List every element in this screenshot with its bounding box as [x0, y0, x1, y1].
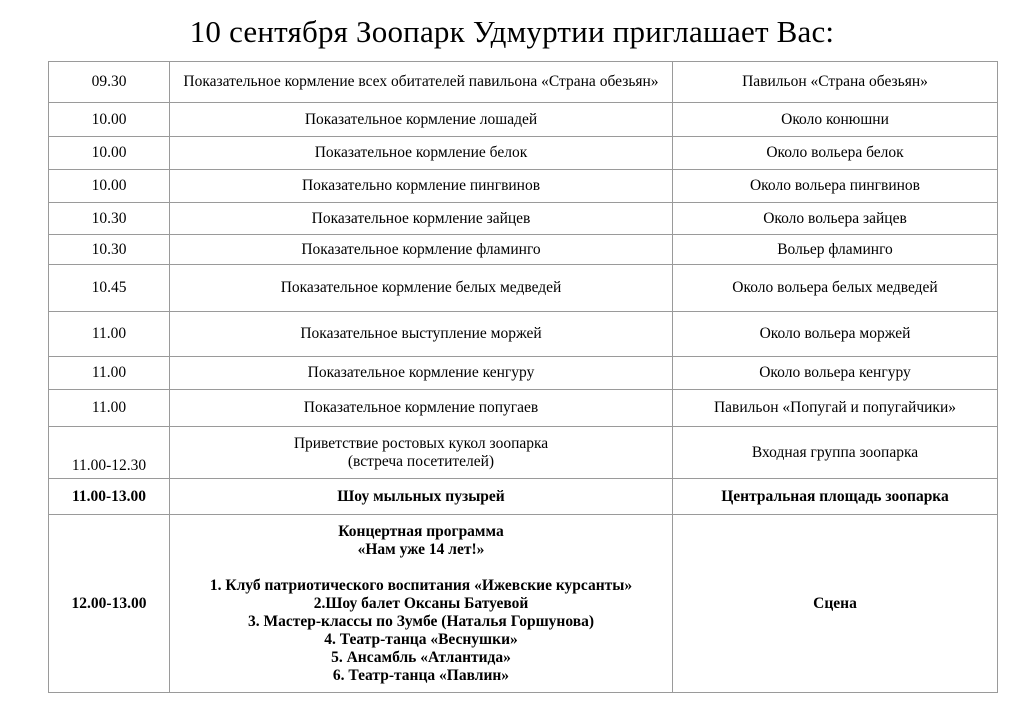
program-item: 6. Театр-танца «Павлин»	[332, 666, 510, 684]
table-row	[49, 235, 998, 265]
program-item: 2.Шоу балет Оксаны Батуевой	[313, 594, 529, 612]
event-cell: Показательное кормление зайцев	[170, 203, 673, 235]
time-cell: 11.00	[49, 357, 170, 390]
event-cell: Показательное кормление кенгуру	[170, 357, 673, 390]
event-cell: Показательное кормление всех обитателей павильона «Страна обезьян»	[170, 62, 673, 103]
time-cell: 10.00	[49, 170, 170, 203]
time-cell: 10.00	[49, 103, 170, 137]
program-item: 4. Театр-танца «Веснушки»	[324, 630, 518, 648]
table-row	[49, 479, 998, 515]
table-row	[49, 390, 998, 427]
place-cell: Павильон «Попугай и попугайчики»	[673, 390, 998, 427]
program-item: 1. Клуб патриотического воспитания «Ижевские курсанты»	[209, 576, 633, 594]
event-cell: Показательное кормление попугаев	[170, 390, 673, 427]
event-cell: Показательное кормление лошадей	[170, 103, 673, 137]
concert-subtitle: «Нам уже 14 лет!»	[357, 540, 485, 558]
page-title: 10 сентября Зоопарк Удмуртии приглашает Вас:	[189, 14, 835, 49]
program-item: 3. Мастер-классы по Зумбе (Наталья Горшунова)	[248, 612, 594, 630]
event-cell: Показательное кормление фламинго	[170, 235, 673, 265]
table-row	[49, 312, 998, 357]
place-cell: Павильон «Страна обезьян»	[673, 62, 998, 103]
schedule-table	[48, 61, 998, 693]
time-cell: 11.00	[49, 390, 170, 427]
place-cell: Около вольера кенгуру	[673, 357, 998, 390]
time-cell: 11.00-12.30	[49, 427, 170, 479]
table-row	[49, 170, 998, 203]
event-cell: Показательное кормление белок	[170, 137, 673, 170]
concert-program-cell	[170, 515, 673, 693]
event-cell: Показательное выступление моржей	[170, 312, 673, 357]
place-cell: Сцена	[673, 515, 998, 693]
place-cell: Центральная площадь зоопарка	[673, 479, 998, 515]
place-cell: Около вольера белых медведей	[673, 265, 998, 312]
place-cell: Входная группа зоопарка	[673, 427, 998, 479]
time-cell: 09.30	[49, 62, 170, 103]
time-cell: 12.00-13.00	[49, 515, 170, 693]
table-row	[49, 62, 998, 103]
place-cell: Около вольера моржей	[673, 312, 998, 357]
event-cell: Показательно кормление пингвинов	[170, 170, 673, 203]
event-line: (встреча посетителей)	[347, 452, 495, 470]
event-cell: Показательное кормление белых медведей	[170, 265, 673, 312]
concert-heading: Концертная программа	[338, 522, 504, 540]
time-cell: 11.00	[49, 312, 170, 357]
time-cell: 11.00-13.00	[49, 479, 170, 515]
spacer	[176, 559, 666, 577]
program-item: 5. Ансамбль «Атлантида»	[331, 648, 511, 666]
time-cell: 10.45	[49, 265, 170, 312]
table-row	[49, 203, 998, 235]
place-cell: Около вольера пингвинов	[673, 170, 998, 203]
event-cell	[170, 427, 673, 479]
concert-row	[49, 515, 998, 693]
time-cell: 10.30	[49, 203, 170, 235]
place-cell: Вольер фламинго	[673, 235, 998, 265]
table-row	[49, 103, 998, 137]
event-line: Приветствие ростовых кукол зоопарка	[293, 434, 549, 452]
table-row	[49, 265, 998, 312]
place-cell: Около вольера зайцев	[673, 203, 998, 235]
event-cell: Шоу мыльных пузырей	[170, 479, 673, 515]
time-cell: 10.00	[49, 137, 170, 170]
time-cell: 10.30	[49, 235, 170, 265]
table-row	[49, 427, 998, 479]
place-cell: Около конюшни	[673, 103, 998, 137]
place-cell: Около вольера белок	[673, 137, 998, 170]
table-row	[49, 357, 998, 390]
table-row	[49, 137, 998, 170]
